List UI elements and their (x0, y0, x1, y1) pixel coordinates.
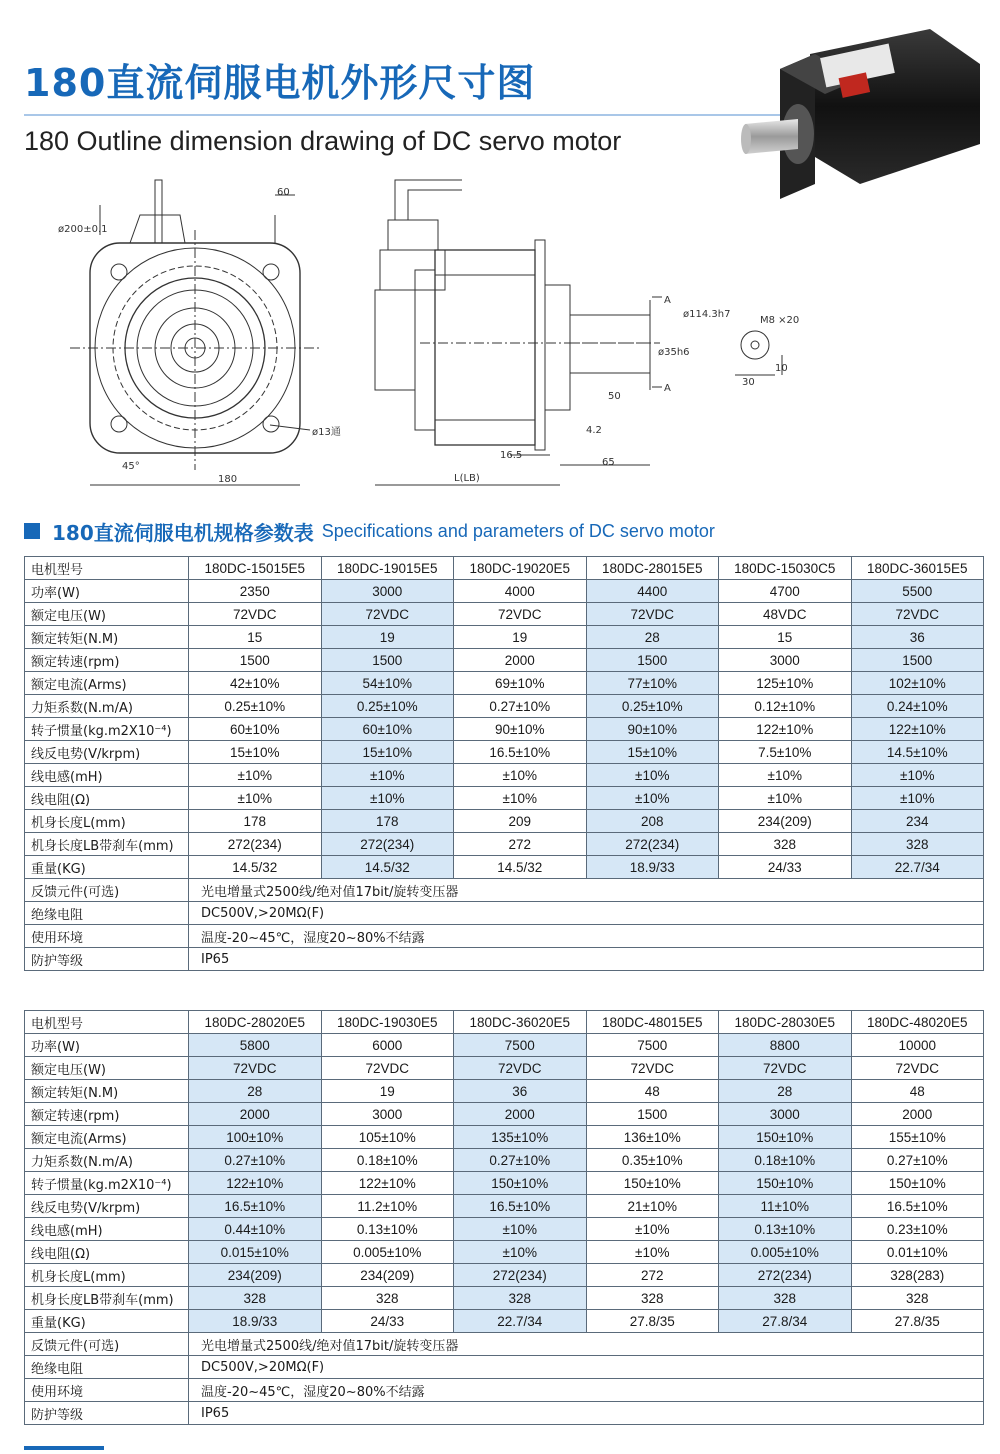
row-label: 功率(W) (25, 1034, 189, 1057)
table-cell: 122±10% (719, 718, 852, 741)
table-cell: 4700 (719, 580, 852, 603)
table-cell: 0.005±10% (321, 1241, 454, 1264)
row-label: 额定电流(Arms) (25, 1126, 189, 1149)
table-cell: 1500 (586, 649, 719, 672)
section-marker-icon (24, 523, 40, 539)
dim-16-5: 16.5 (500, 450, 523, 461)
dim-30: 30 (742, 377, 755, 388)
table-cell: 3000 (719, 1103, 852, 1126)
table-cell: 180DC-28015E5 (586, 557, 719, 580)
row-label: 电机型号 (25, 557, 189, 580)
spec-table-2 (24, 1010, 984, 1425)
table-cell: 3000 (321, 1103, 454, 1126)
row-label: 线电感(mH) (25, 1218, 189, 1241)
table-cell: 180DC-48020E5 (851, 1011, 984, 1034)
row-label: 线反电势(V/krpm) (25, 741, 189, 764)
table-cell: 234 (851, 810, 984, 833)
table-cell: 0.01±10% (851, 1241, 984, 1264)
table-cell: 5800 (189, 1034, 322, 1057)
table-cell: 14.5/32 (321, 856, 454, 879)
table-cell: 328 (719, 1287, 852, 1310)
table-cell: 15 (719, 626, 852, 649)
title-divider (24, 114, 784, 116)
row-label: 额定转速(rpm) (25, 1103, 189, 1126)
table-cell: 48 (586, 1080, 719, 1103)
table-cell: 272(234) (719, 1264, 852, 1287)
table-cell: 150±10% (719, 1126, 852, 1149)
table-cell: 11±10% (719, 1195, 852, 1218)
page-title-cn: 180直流伺服电机外形尺寸图 (24, 61, 536, 105)
table-cell: 0.25±10% (189, 695, 322, 718)
row-label: 额定电流(Arms) (25, 672, 189, 695)
table-cell: 14.5/32 (454, 856, 587, 879)
spec-title-en: Specifications and parameters of DC servo motor (321, 520, 715, 541)
dim-4-2: 4.2 (586, 425, 602, 436)
table-cell: 5500 (851, 580, 984, 603)
table-cell: 102±10% (851, 672, 984, 695)
table-cell: ±10% (586, 1218, 719, 1241)
table-cell: 122±10% (851, 718, 984, 741)
table-cell: 0.015±10% (189, 1241, 322, 1264)
table-cell: 15 (189, 626, 322, 649)
table-cell: 2350 (189, 580, 322, 603)
table-cell: 72VDC (189, 1057, 322, 1080)
table-cell: 60±10% (189, 718, 322, 741)
row-label: 力矩系数(N.m/A) (25, 695, 189, 718)
table-cell: 28 (189, 1080, 322, 1103)
table-cell: 72VDC (851, 1057, 984, 1080)
table-row (25, 764, 984, 787)
footer-accent-bar (24, 1446, 104, 1450)
table-row (25, 1057, 984, 1080)
table-row (25, 580, 984, 603)
table-cell: 90±10% (586, 718, 719, 741)
table-cell: 208 (586, 810, 719, 833)
table-row (25, 741, 984, 764)
table-cell: ±10% (851, 787, 984, 810)
table-cell: 272 (454, 833, 587, 856)
table-cell: 72VDC (321, 603, 454, 626)
row-label: 线反电势(V/krpm) (25, 1195, 189, 1218)
table-cell: 180DC-15030C5 (719, 557, 852, 580)
table-cell: 3000 (321, 580, 454, 603)
table-row (25, 879, 984, 902)
table-cell: 27.8/35 (851, 1310, 984, 1333)
table-row (25, 718, 984, 741)
table-cell: 7500 (586, 1034, 719, 1057)
table-cell: 105±10% (321, 1126, 454, 1149)
row-label: 反馈元件(可选) (25, 1333, 189, 1356)
table-cell: 272(234) (189, 833, 322, 856)
table-row (25, 810, 984, 833)
spec-section-heading (24, 516, 715, 546)
table-cell: 180DC-28030E5 (719, 1011, 852, 1034)
table-cell: 15±10% (321, 741, 454, 764)
table-cell: 27.8/35 (586, 1310, 719, 1333)
row-label: 重量(KG) (25, 856, 189, 879)
table-cell-spanning: 光电增量式2500线/绝对值17bit/旋转变压器 (189, 1333, 984, 1356)
table-cell: 72VDC (851, 603, 984, 626)
table-row (25, 1287, 984, 1310)
table-row (25, 1379, 984, 1402)
table-cell: 272(234) (586, 833, 719, 856)
table-row (25, 603, 984, 626)
table-row (25, 649, 984, 672)
row-label: 力矩系数(N.m/A) (25, 1149, 189, 1172)
table-cell: 178 (189, 810, 322, 833)
table-cell: 16.5±10% (454, 1195, 587, 1218)
row-label: 线电阻(Ω) (25, 787, 189, 810)
table-cell: 21±10% (586, 1195, 719, 1218)
table-cell: 48 (851, 1080, 984, 1103)
table-cell: 3000 (719, 649, 852, 672)
table-cell: 0.24±10% (851, 695, 984, 718)
row-label: 额定转速(rpm) (25, 649, 189, 672)
table-cell: 60±10% (321, 718, 454, 741)
table-row (25, 1172, 984, 1195)
table-cell: 15±10% (586, 741, 719, 764)
table-cell: 150±10% (719, 1172, 852, 1195)
row-label: 机身长度LB带刹车(mm) (25, 1287, 189, 1310)
table-row (25, 672, 984, 695)
table-cell: 22.7/34 (454, 1310, 587, 1333)
table-row (25, 1264, 984, 1287)
table-cell: 4400 (586, 580, 719, 603)
table-cell-spanning: IP65 (189, 948, 984, 971)
table-cell: 180DC-36020E5 (454, 1011, 587, 1034)
table-cell: 36 (454, 1080, 587, 1103)
section-a-bottom: A (664, 383, 671, 394)
row-label: 使用环境 (25, 1379, 189, 1402)
table-cell: 1500 (189, 649, 322, 672)
table-cell: 234(209) (189, 1264, 322, 1287)
table-row (25, 1241, 984, 1264)
table-cell: 0.13±10% (719, 1218, 852, 1241)
table-row (25, 1356, 984, 1379)
table-cell: 155±10% (851, 1126, 984, 1149)
table-cell-spanning: 温度-20~45℃，湿度20~80%不结露 (189, 925, 984, 948)
table-cell: 48VDC (719, 603, 852, 626)
table-cell: 16.5±10% (454, 741, 587, 764)
table-cell-spanning: 光电增量式2500线/绝对值17bit/旋转变压器 (189, 879, 984, 902)
table-row (25, 1333, 984, 1356)
table-row (25, 1034, 984, 1057)
table-cell: 14.5/32 (189, 856, 322, 879)
table-cell: 0.25±10% (321, 695, 454, 718)
table-row (25, 902, 984, 925)
dim-10: 10 (775, 363, 788, 374)
table-row (25, 1402, 984, 1425)
table-cell: 0.27±10% (189, 1149, 322, 1172)
spec-title-cn: 180直流伺服电机规格参数表 (52, 520, 314, 545)
table-cell: ±10% (719, 764, 852, 787)
table-cell: 72VDC (321, 1057, 454, 1080)
table-cell: 122±10% (189, 1172, 322, 1195)
row-label: 防护等级 (25, 1402, 189, 1425)
table-cell: 2000 (189, 1103, 322, 1126)
table-cell: 150±10% (851, 1172, 984, 1195)
table-cell: 180DC-19020E5 (454, 557, 587, 580)
table-cell: 234(209) (719, 810, 852, 833)
table-cell: 0.44±10% (189, 1218, 322, 1241)
table-cell: 100±10% (189, 1126, 322, 1149)
dim-dia114: ø114.3h7 (683, 309, 731, 320)
table-cell: 2000 (454, 1103, 587, 1126)
table-row (25, 1310, 984, 1333)
table-cell: 328 (851, 1287, 984, 1310)
table-cell: 72VDC (719, 1057, 852, 1080)
dim-thread-m8: M8 ×20 (760, 315, 800, 326)
table-cell: 122±10% (321, 1172, 454, 1195)
table-cell: 15±10% (189, 741, 322, 764)
row-label: 防护等级 (25, 948, 189, 971)
row-label: 线电感(mH) (25, 764, 189, 787)
row-label: 额定电压(W) (25, 1057, 189, 1080)
table-cell: ±10% (719, 787, 852, 810)
row-label: 额定转矩(N.M) (25, 626, 189, 649)
table-cell: 180DC-36015E5 (851, 557, 984, 580)
table-cell: 0.35±10% (586, 1149, 719, 1172)
table-cell: ±10% (851, 764, 984, 787)
row-label: 机身长度LB带刹车(mm) (25, 833, 189, 856)
table-cell: 36 (851, 626, 984, 649)
table-cell: 180DC-19015E5 (321, 557, 454, 580)
table-cell: 209 (454, 810, 587, 833)
table-cell: 11.2±10% (321, 1195, 454, 1218)
table-cell: 28 (719, 1080, 852, 1103)
table-row (25, 1149, 984, 1172)
table-cell: ±10% (586, 787, 719, 810)
table-cell: 180DC-28020E5 (189, 1011, 322, 1034)
table-cell: 1500 (321, 649, 454, 672)
spec-table-1 (24, 556, 984, 971)
table-cell: 16.5±10% (851, 1195, 984, 1218)
table-row (25, 856, 984, 879)
table-cell: 19 (454, 626, 587, 649)
table-cell: 6000 (321, 1034, 454, 1057)
side-view (375, 180, 782, 485)
table-cell-spanning: 温度-20~45℃，湿度20~80%不结露 (189, 1379, 984, 1402)
table-cell: 150±10% (586, 1172, 719, 1195)
row-label: 绝缘电阻 (25, 902, 189, 925)
table-cell: 69±10% (454, 672, 587, 695)
row-label: 额定转矩(N.M) (25, 1080, 189, 1103)
table-cell: 1500 (851, 649, 984, 672)
table-cell: 8800 (719, 1034, 852, 1057)
table-cell: 4000 (454, 580, 587, 603)
row-label: 线电阻(Ω) (25, 1241, 189, 1264)
table-cell: 54±10% (321, 672, 454, 695)
row-label: 电机型号 (25, 1011, 189, 1034)
table-cell: 328 (851, 833, 984, 856)
row-label: 额定电压(W) (25, 603, 189, 626)
table-cell: 2000 (851, 1103, 984, 1126)
table-cell: 0.13±10% (321, 1218, 454, 1241)
table-cell: 136±10% (586, 1126, 719, 1149)
table-cell: 0.27±10% (454, 1149, 587, 1172)
table-cell: ±10% (189, 787, 322, 810)
row-label: 机身长度L(mm) (25, 1264, 189, 1287)
table-cell: ±10% (586, 764, 719, 787)
table-cell-spanning: DC500V,>20MΩ(F) (189, 1356, 984, 1379)
dim-50: 50 (608, 391, 621, 402)
table-row (25, 1103, 984, 1126)
table-cell: 180DC-15015E5 (189, 557, 322, 580)
table-row (25, 1218, 984, 1241)
table-row (25, 557, 984, 580)
table-cell: 0.12±10% (719, 695, 852, 718)
table-row (25, 787, 984, 810)
table-cell: 272(234) (321, 833, 454, 856)
dim-60: 60 (277, 187, 290, 198)
table-cell: 328(283) (851, 1264, 984, 1287)
table-cell: 28 (586, 626, 719, 649)
table-cell: 150±10% (454, 1172, 587, 1195)
table-cell: 0.27±10% (454, 695, 587, 718)
table-cell: 7.5±10% (719, 741, 852, 764)
table-cell: 42±10% (189, 672, 322, 695)
row-label: 机身长度L(mm) (25, 810, 189, 833)
outline-dimension-drawing (40, 175, 820, 495)
table-cell: 328 (321, 1287, 454, 1310)
table-cell: 328 (719, 833, 852, 856)
table-cell: 18.9/33 (189, 1310, 322, 1333)
table-row (25, 925, 984, 948)
table-cell: 272 (586, 1264, 719, 1287)
table-cell: 18.9/33 (586, 856, 719, 879)
row-label: 使用环境 (25, 925, 189, 948)
table-cell: 16.5±10% (189, 1195, 322, 1218)
table-cell: 125±10% (719, 672, 852, 695)
table-cell: 180DC-48015E5 (586, 1011, 719, 1034)
table-row (25, 1195, 984, 1218)
front-view (70, 180, 320, 485)
dim-llb: L(LB) (454, 473, 480, 484)
row-label: 功率(W) (25, 580, 189, 603)
row-label: 转子惯量(kg.m2X10⁻⁴) (25, 1172, 189, 1195)
table-row (25, 1011, 984, 1034)
dim-dia35: ø35h6 (658, 347, 690, 358)
table-cell: ±10% (321, 787, 454, 810)
table-cell: 72VDC (454, 603, 587, 626)
row-label: 绝缘电阻 (25, 1356, 189, 1379)
table-cell: 24/33 (719, 856, 852, 879)
table-cell: 0.23±10% (851, 1218, 984, 1241)
table-cell: 180DC-19030E5 (321, 1011, 454, 1034)
row-label: 反馈元件(可选) (25, 879, 189, 902)
table-cell: 178 (321, 810, 454, 833)
table-cell-spanning: IP65 (189, 1402, 984, 1425)
table-cell: 0.005±10% (719, 1241, 852, 1264)
table-cell: 24/33 (321, 1310, 454, 1333)
table-cell: ±10% (189, 764, 322, 787)
table-row (25, 833, 984, 856)
table-cell: 272(234) (454, 1264, 587, 1287)
table-cell: ±10% (586, 1241, 719, 1264)
table-cell: 19 (321, 626, 454, 649)
table-row (25, 1126, 984, 1149)
table-cell: 2000 (454, 649, 587, 672)
table-cell: 328 (454, 1287, 587, 1310)
table-cell: 27.8/34 (719, 1310, 852, 1333)
table-cell-spanning: DC500V,>20MΩ(F) (189, 902, 984, 925)
table-cell: 22.7/34 (851, 856, 984, 879)
table-cell: 328 (586, 1287, 719, 1310)
table-cell: 0.18±10% (719, 1149, 852, 1172)
dim-hole-13: ø13通 (312, 427, 341, 438)
table-row (25, 626, 984, 649)
table-cell: 0.25±10% (586, 695, 719, 718)
table-row (25, 948, 984, 971)
dim-dia200: ø200±0.1 (58, 224, 108, 235)
table-cell: 135±10% (454, 1126, 587, 1149)
dim-180: 180 (218, 474, 238, 485)
table-cell: 14.5±10% (851, 741, 984, 764)
table-cell: 72VDC (586, 603, 719, 626)
table-cell: 1500 (586, 1103, 719, 1126)
table-cell: ±10% (454, 1218, 587, 1241)
section-a-top: A (664, 295, 671, 306)
table-row (25, 1080, 984, 1103)
table-row (25, 695, 984, 718)
table-cell: 328 (189, 1287, 322, 1310)
table-cell: 72VDC (189, 603, 322, 626)
row-label: 重量(KG) (25, 1310, 189, 1333)
table-cell: 0.27±10% (851, 1149, 984, 1172)
table-cell: ±10% (454, 764, 587, 787)
table-cell: 7500 (454, 1034, 587, 1057)
table-cell: 0.18±10% (321, 1149, 454, 1172)
table-cell: 77±10% (586, 672, 719, 695)
table-cell: ±10% (321, 764, 454, 787)
table-cell: ±10% (454, 787, 587, 810)
table-cell: 72VDC (454, 1057, 587, 1080)
table-cell: 234(209) (321, 1264, 454, 1287)
table-cell: 19 (321, 1080, 454, 1103)
dim-65: 65 (602, 457, 615, 468)
row-label: 转子惯量(kg.m2X10⁻⁴) (25, 718, 189, 741)
table-cell: 72VDC (586, 1057, 719, 1080)
table-cell: ±10% (454, 1241, 587, 1264)
table-cell: 10000 (851, 1034, 984, 1057)
table-cell: 90±10% (454, 718, 587, 741)
page-title-en: 180 Outline dimension drawing of DC servo motor (24, 126, 622, 156)
dim-angle-45: 45° (122, 461, 140, 472)
